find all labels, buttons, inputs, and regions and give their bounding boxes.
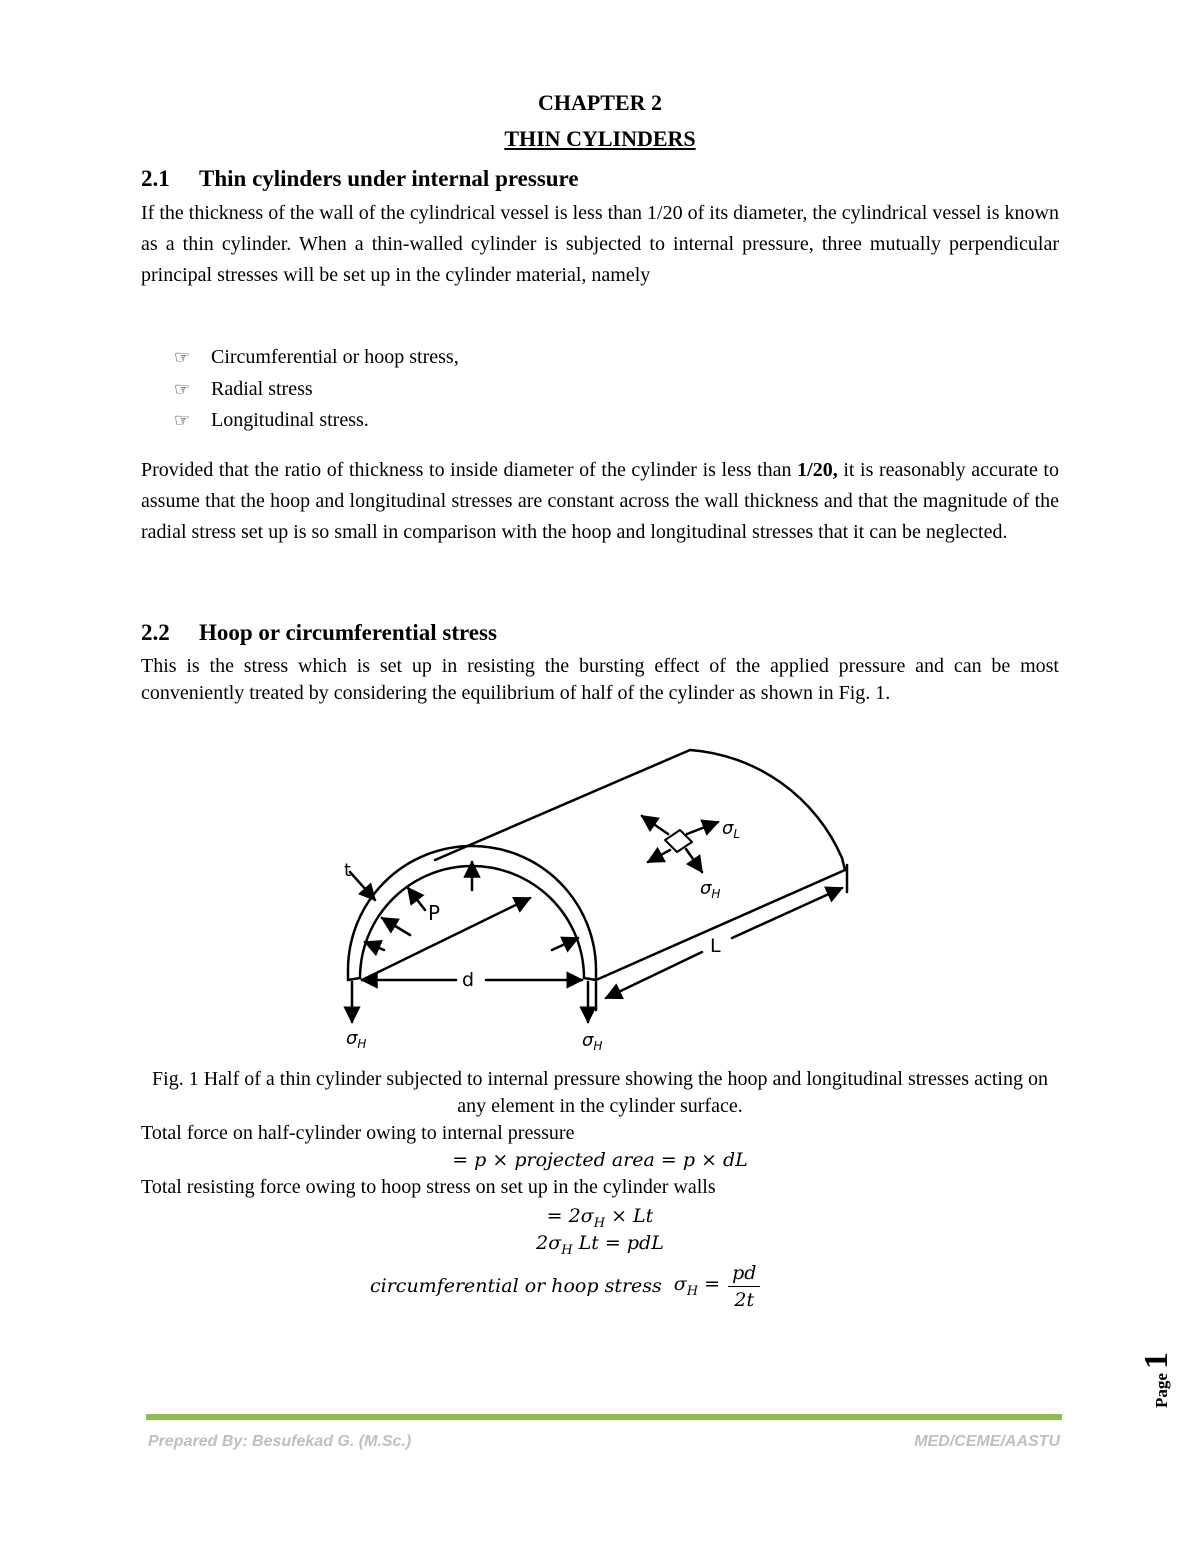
sigma-h-label-element: $\sigma_H$: [700, 878, 721, 901]
list-item: ☞ Circumferential or hoop stress,: [174, 342, 459, 374]
section-title: Hoop or circumferential stress: [199, 620, 497, 645]
thickness-label: t: [344, 860, 352, 881]
cylinder-outline: [348, 750, 845, 980]
paragraph-hoop: This is the stress which is set up in resisting the bursting effect of the applied pressure and can be most conveniently treated by considering the equilibrium of half of the cylinder as shown in Fig. 1.: [141, 655, 1059, 704]
fraction-denominator: 2t: [734, 1288, 755, 1311]
sigma-h-label-right: $\sigma_H$: [582, 1030, 603, 1053]
paragraph-intro: If the thickness of the wall of the cylindrical vessel is less than 1/20 of its diameter, the cylindrical vessel is known as a thin cylinder. When a thin-walled cylinder is subjected to internal pressure, three mutually perpendicular principal stresses will be set up in the cylinder material, namely: [141, 202, 1059, 286]
formula-lhs: $\sigma_H$ =: [673, 1273, 721, 1299]
pointing-hand-icon: ☞: [174, 378, 191, 400]
half-cylinder-figure: [320, 730, 880, 1060]
pressure-arrows: [365, 862, 578, 950]
sigma-h-label-left: $\sigma_H$: [346, 1028, 367, 1051]
section-number: 2.1: [141, 166, 170, 191]
formula-fraction: [728, 1260, 760, 1313]
equation-2: = $2\sigma_H \times Lt$: [546, 1205, 654, 1231]
pressure-label: P: [428, 901, 441, 925]
derivation-line-1: Total force on half-cylinder owing to internal pressure: [141, 1122, 575, 1144]
thickness-arrow: [350, 872, 375, 900]
equation-1: = p × projected area = p × dL: [452, 1149, 748, 1171]
length-label: L: [710, 935, 721, 957]
paragraph-ratio: Provided that the ratio of thickness to inside diameter of the cylinder is less than 1/20, it is reasonably accurate to assume that the hoop and longitudinal stresses are constant across the wall thickness and that the magnitude of the radial stress set up is so small in comparison with the hoop and longitudinal stresses that it can be neglected.: [141, 459, 1059, 543]
hoop-stress-formula: [370, 1256, 760, 1316]
section-heading-2-2: [141, 618, 497, 648]
diameter-label: d: [462, 969, 475, 991]
diameter-dimension: [362, 898, 582, 980]
list-item: ☞ Radial stress: [174, 374, 459, 406]
list-item: ☞ Longitudinal stress.: [174, 405, 459, 437]
equation-3: $2\sigma_H$ Lt = pdL: [536, 1232, 664, 1258]
footer-department: MED/CEME/AASTU: [914, 1433, 1060, 1450]
fraction-numerator: pd: [728, 1260, 760, 1287]
formula-text: circumferential or hoop stress: [370, 1275, 662, 1297]
sigma-l-label: $\sigma_L$: [722, 818, 741, 841]
chapter-title: THIN CYLINDERS: [504, 126, 696, 151]
derivation-line-2: Total resisting force owing to hoop stress on set up in the cylinder walls: [141, 1176, 716, 1198]
section-heading-2-1: [141, 164, 579, 194]
page-number: Page 1: [1138, 1352, 1175, 1408]
figure-caption: Fig. 1 Half of a thin cylinder subjected to internal pressure showing the hoop and longitudinal stresses acting on any element in the cylinder surface.: [152, 1068, 1048, 1117]
footer-rule: [146, 1414, 1062, 1420]
section-number: 2.2: [141, 620, 170, 645]
pointing-hand-icon: ☞: [174, 347, 191, 368]
section-title: Thin cylinders under internal pressure: [199, 166, 579, 191]
chapter-number: CHAPTER 2: [537, 90, 663, 115]
stress-element: [642, 816, 718, 872]
stress-list: [174, 342, 459, 437]
ratio-value: 1/20,: [797, 459, 838, 481]
footer-author: Prepared By: Besufekad G. (M.Sc.): [148, 1433, 412, 1450]
pointing-hand-icon: ☞: [174, 410, 191, 431]
